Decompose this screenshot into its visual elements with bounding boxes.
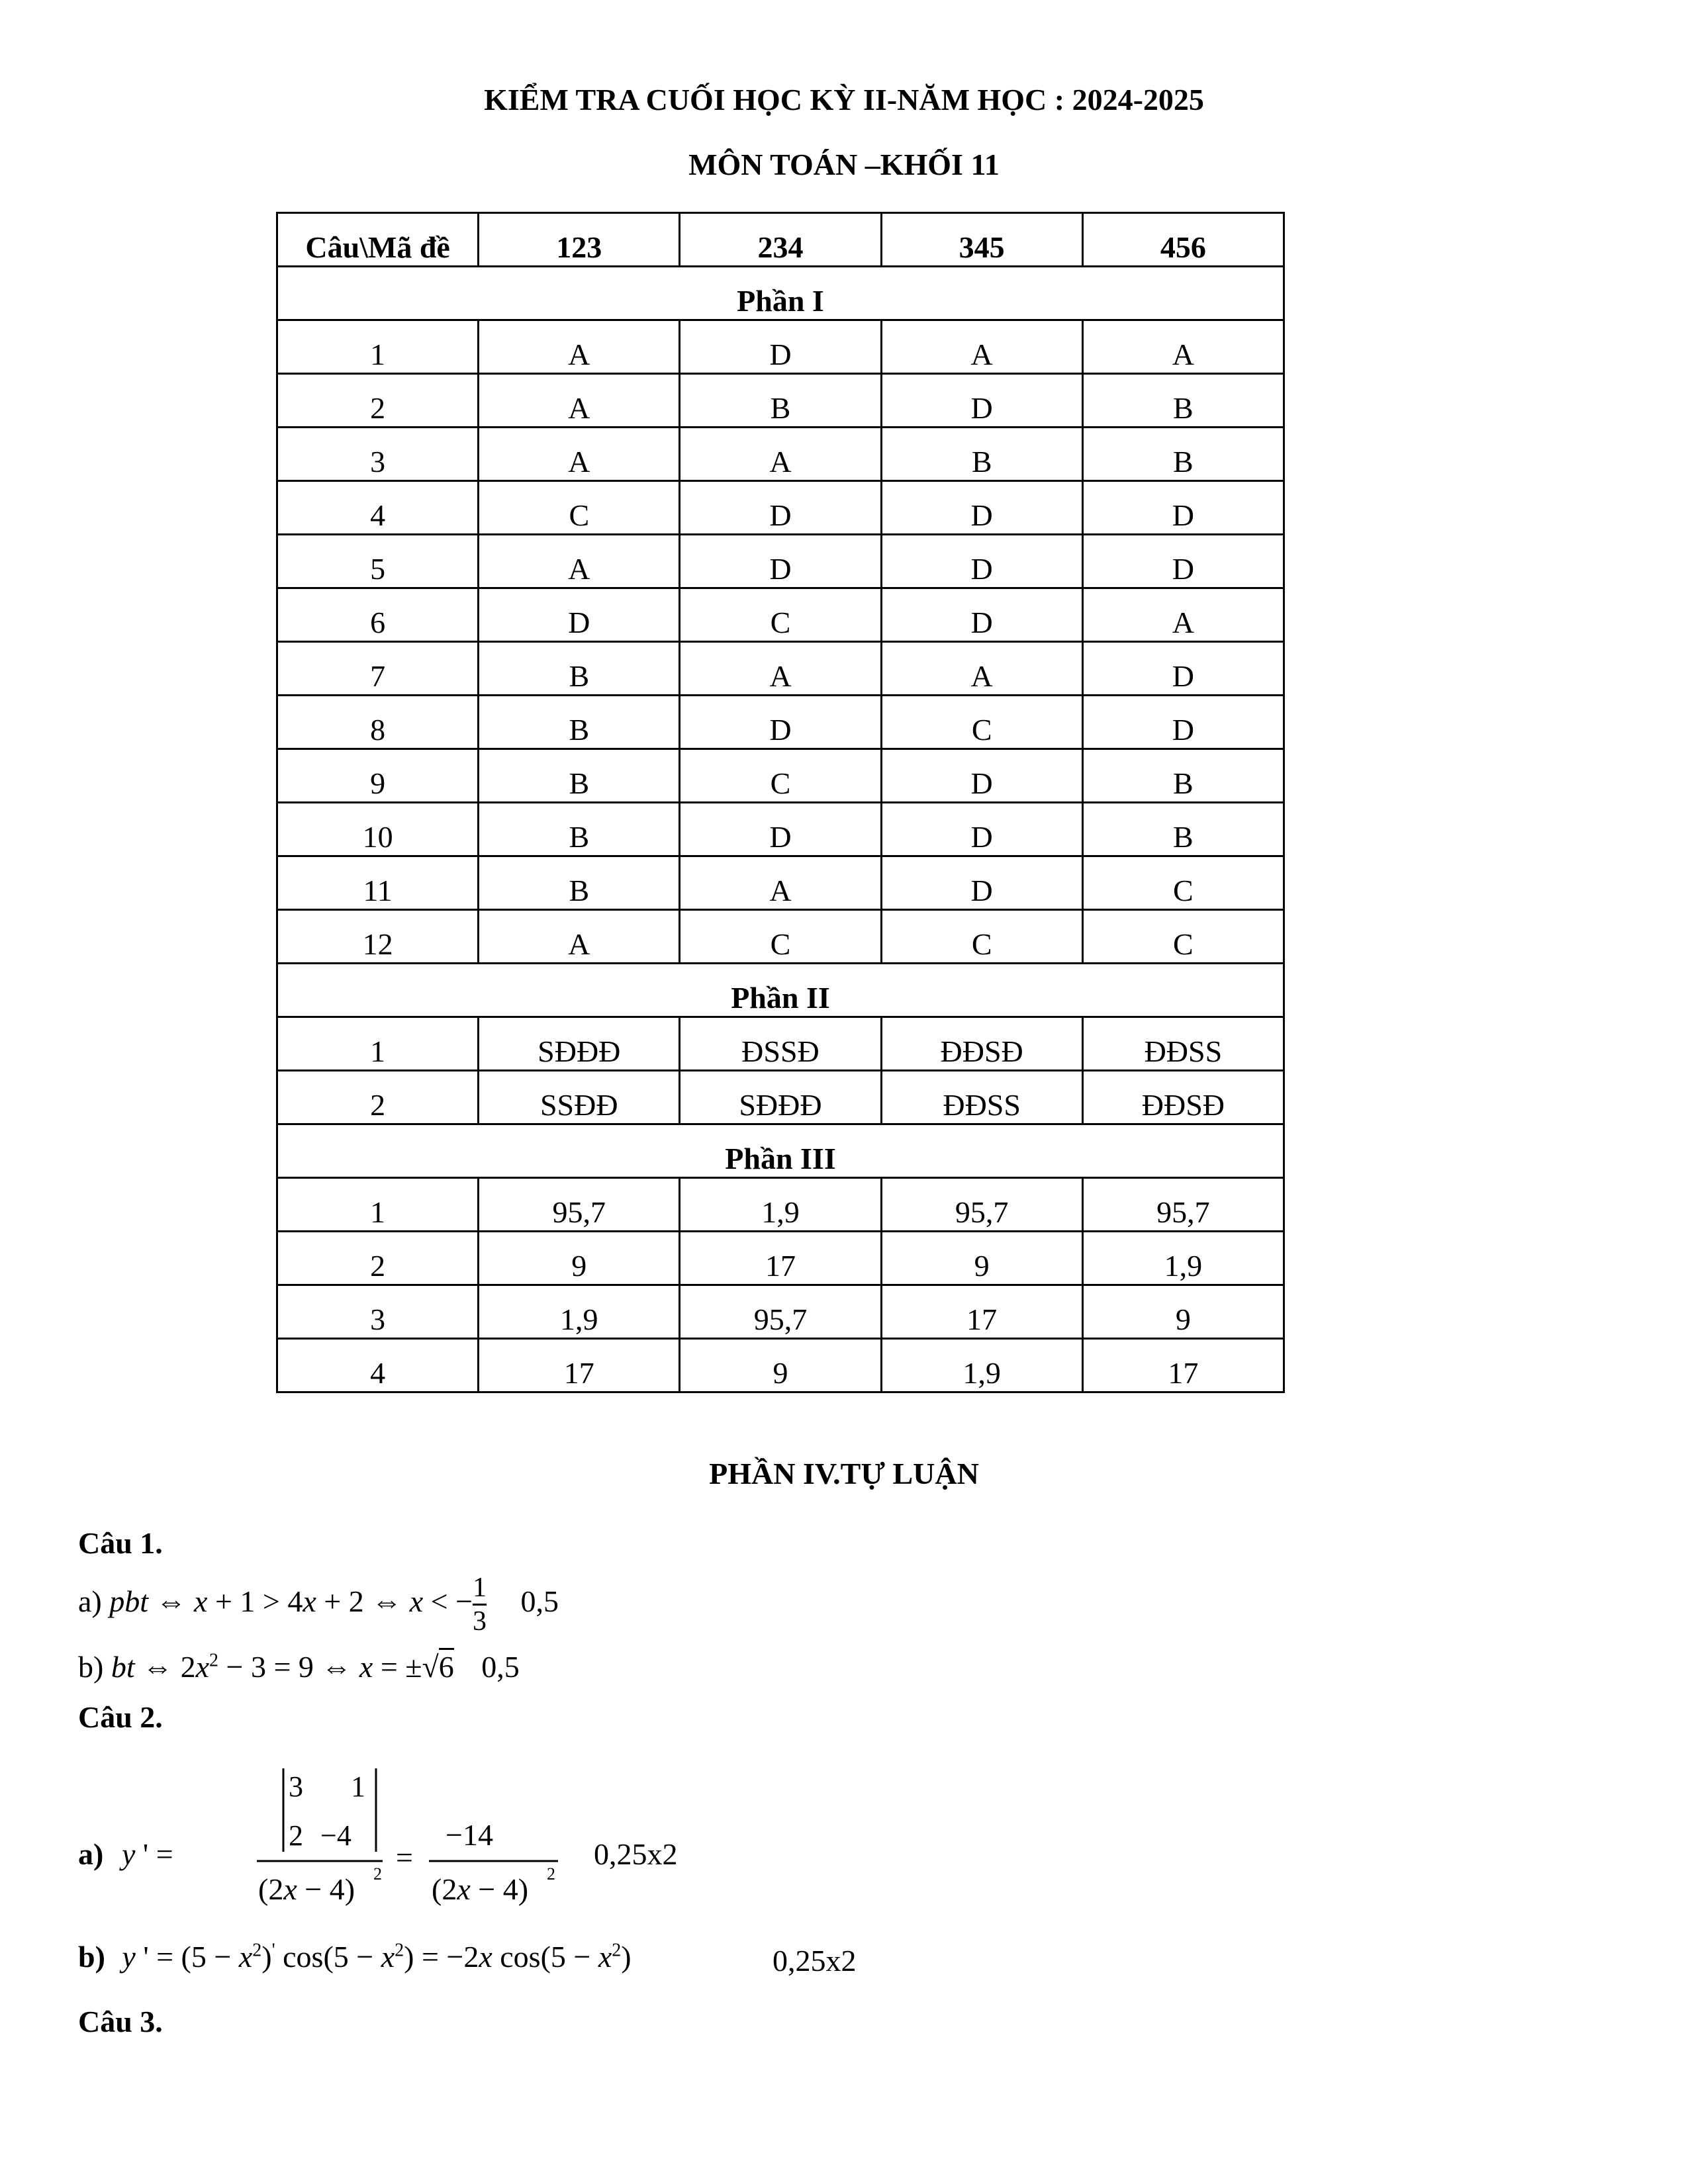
- table-row: [277, 588, 1284, 642]
- answer-cell: D: [881, 803, 1082, 856]
- table-row: [277, 910, 1284, 964]
- q1-a-label: a): [78, 1584, 102, 1619]
- table-row: [277, 1285, 1284, 1339]
- answer-cell: C: [881, 910, 1082, 964]
- table-row: [277, 320, 1284, 374]
- svg-text:2: 2: [289, 1819, 303, 1852]
- q1-b-solution: [78, 1649, 520, 1684]
- answer-cell: SĐĐĐ: [680, 1071, 881, 1124]
- question-number-cell: 1: [277, 1178, 479, 1232]
- section-title: Phần II: [277, 964, 1284, 1017]
- section-row: [277, 267, 1284, 320]
- answer-cell: D: [479, 588, 680, 642]
- table-row: [277, 696, 1284, 749]
- answer-cell: C: [479, 481, 680, 535]
- table-header-row: [277, 213, 1284, 267]
- question-number-cell: 11: [277, 856, 479, 910]
- question-3-label: Câu 3.: [78, 2005, 163, 2038]
- answer-cell: B: [680, 374, 881, 428]
- svg-text:(2x − 4): (2x − 4): [258, 1872, 355, 1906]
- answer-cell: A: [479, 428, 680, 481]
- question-number-cell: 7: [277, 642, 479, 696]
- answer-cell: B: [479, 696, 680, 749]
- answer-cell: A: [479, 535, 680, 588]
- question-number-cell: 12: [277, 910, 479, 964]
- answer-cell: D: [1082, 481, 1284, 535]
- answer-cell: D: [680, 535, 881, 588]
- q1-b-label: b): [78, 1650, 104, 1684]
- question-number-cell: 2: [277, 1071, 479, 1124]
- section-title: Phần I: [277, 267, 1284, 320]
- answer-cell: D: [881, 749, 1082, 803]
- answer-cell: C: [1082, 910, 1284, 964]
- answer-cell: D: [881, 588, 1082, 642]
- question-2-label: Câu 2.: [78, 1700, 163, 1734]
- answer-cell: 1,9: [479, 1285, 680, 1339]
- answer-cell: A: [680, 428, 881, 481]
- section-title: Phần III: [277, 1124, 1284, 1178]
- answer-cell: ĐĐSĐ: [1082, 1071, 1284, 1124]
- answer-cell: B: [479, 642, 680, 696]
- answer-cell: 95,7: [1082, 1178, 1284, 1232]
- q2-b-solution: [78, 1939, 632, 1974]
- question-number-cell: 6: [277, 588, 479, 642]
- question-number-cell: 1: [277, 320, 479, 374]
- answer-cell: 1,9: [881, 1339, 1082, 1392]
- answer-cell: B: [881, 428, 1082, 481]
- q1-a-solution: [78, 1572, 559, 1637]
- answer-cell: C: [680, 910, 881, 964]
- answer-cell: 1,9: [1082, 1232, 1284, 1285]
- question-number-cell: 4: [277, 1339, 479, 1392]
- answer-cell: 9: [479, 1232, 680, 1285]
- answer-cell: A: [479, 374, 680, 428]
- answer-cell: 95,7: [479, 1178, 680, 1232]
- answer-cell: ĐĐSS: [1082, 1017, 1284, 1071]
- answer-cell: C: [881, 696, 1082, 749]
- answer-cell: 9: [680, 1339, 881, 1392]
- table-row: [277, 1339, 1284, 1392]
- table-row: [277, 481, 1284, 535]
- table-row: [277, 749, 1284, 803]
- answer-cell: A: [1082, 588, 1284, 642]
- answer-cell: B: [479, 749, 680, 803]
- svg-text:2: 2: [373, 1864, 382, 1884]
- answer-cell: B: [479, 856, 680, 910]
- header-code-cell: 234: [680, 213, 881, 267]
- answer-cell: D: [1082, 642, 1284, 696]
- page-title: KIỂM TRA CUỐI HỌC KỲ II-NĂM HỌC : 2024-2025: [484, 83, 1204, 116]
- answer-cell: 17: [1082, 1339, 1284, 1392]
- question-number-cell: 8: [277, 696, 479, 749]
- question-number-cell: 3: [277, 1285, 479, 1339]
- answer-cell: D: [881, 535, 1082, 588]
- answer-cell: ĐĐSS: [881, 1071, 1082, 1124]
- answer-cell: ĐĐSĐ: [881, 1017, 1082, 1071]
- section-row: [277, 1124, 1284, 1178]
- answer-cell: B: [479, 803, 680, 856]
- answer-cell: B: [1082, 803, 1284, 856]
- answer-cell: 1,9: [680, 1178, 881, 1232]
- q2-a-label: a): [78, 1837, 104, 1871]
- header-code-cell: 456: [1082, 213, 1284, 267]
- answer-cell: 17: [680, 1232, 881, 1285]
- table-row: [277, 1178, 1284, 1232]
- answer-cell: SSĐĐ: [479, 1071, 680, 1124]
- svg-text:3: 3: [289, 1770, 303, 1803]
- answer-cell: 95,7: [881, 1178, 1082, 1232]
- answer-cell: ĐSSĐ: [680, 1017, 881, 1071]
- svg-text:2: 2: [547, 1864, 555, 1884]
- svg-text:=: =: [396, 1841, 413, 1874]
- q2-a-formula: [177, 1760, 575, 1919]
- svg-text:−14: −14: [445, 1818, 493, 1852]
- answer-cell: D: [680, 481, 881, 535]
- answer-cell: 17: [479, 1339, 680, 1392]
- question-number-cell: 1: [277, 1017, 479, 1071]
- answer-cell: B: [1082, 374, 1284, 428]
- answer-cell: A: [479, 320, 680, 374]
- question-1-label: Câu 1.: [78, 1526, 163, 1560]
- table-row: [277, 1071, 1284, 1124]
- svg-text:(2x − 4): (2x − 4): [432, 1872, 529, 1906]
- q1-a-formula: pbt ⇔ x + 1 > 4x + 2 ⇔ x < − $\frac{1}{3}$: [109, 1572, 487, 1637]
- q2-b-formula: y ' = $(5 - x^2)'$ $\cos(5 - x^2) = -2x$ $\cos(5 - x^2)$: [122, 1940, 632, 1974]
- answer-cell: D: [1082, 696, 1284, 749]
- q2-a-solution: [78, 1760, 674, 1919]
- answer-cell: C: [680, 749, 881, 803]
- answer-cell: D: [680, 320, 881, 374]
- section-row: [277, 964, 1284, 1017]
- table-row: [277, 803, 1284, 856]
- q1-b-formula: bt ⇔ $2x^2 - 3 = 9$ ⇔ x = ±√6: [111, 1650, 454, 1684]
- answer-cell: 95,7: [680, 1285, 881, 1339]
- answer-key-table: [276, 212, 1285, 1393]
- answer-cell: D: [881, 856, 1082, 910]
- q2-a-yprime: y ' =: [122, 1837, 173, 1871]
- q1-b-score: 0,5: [481, 1650, 520, 1684]
- q1-a-score: 0,5: [520, 1584, 559, 1619]
- page-subtitle: MÔN TOÁN –KHỐI 11: [688, 148, 1000, 181]
- q2-b-score: 0,25x2: [773, 1944, 857, 1978]
- answer-cell: A: [881, 320, 1082, 374]
- answer-cell: B: [1082, 428, 1284, 481]
- question-number-cell: 2: [277, 374, 479, 428]
- table-row: [277, 856, 1284, 910]
- svg-text:1: 1: [351, 1770, 365, 1803]
- q2-b-label: b): [78, 1940, 105, 1974]
- q2-a-score: 0,25x2: [594, 1837, 678, 1871]
- question-number-cell: 10: [277, 803, 479, 856]
- answer-cell: 9: [1082, 1285, 1284, 1339]
- answer-cell: A: [881, 642, 1082, 696]
- answer-cell: D: [881, 481, 1082, 535]
- table-row: [277, 1017, 1284, 1071]
- answer-cell: SĐĐĐ: [479, 1017, 680, 1071]
- answer-cell: A: [479, 910, 680, 964]
- answer-cell: A: [680, 856, 881, 910]
- answer-cell: D: [680, 803, 881, 856]
- header-code-cell: 123: [479, 213, 680, 267]
- answer-cell: 17: [881, 1285, 1082, 1339]
- answer-cell: A: [1082, 320, 1284, 374]
- question-number-cell: 9: [277, 749, 479, 803]
- answer-cell: 9: [881, 1232, 1082, 1285]
- header-code-cell: 345: [881, 213, 1082, 267]
- svg-text:−4: −4: [320, 1819, 352, 1852]
- table-row: [277, 642, 1284, 696]
- answer-cell: C: [1082, 856, 1284, 910]
- answer-cell: D: [1082, 535, 1284, 588]
- answer-cell: C: [680, 588, 881, 642]
- table-row: [277, 535, 1284, 588]
- question-number-cell: 4: [277, 481, 479, 535]
- answer-cell: D: [881, 374, 1082, 428]
- header-corner-cell: Câu\Mã đề: [277, 213, 479, 267]
- essay-section-title: PHẦN IV.TỰ LUẬN: [709, 1457, 979, 1490]
- answer-cell: B: [1082, 749, 1284, 803]
- table-row: [277, 1232, 1284, 1285]
- table-row: [277, 428, 1284, 481]
- table-row: [277, 374, 1284, 428]
- question-number-cell: 5: [277, 535, 479, 588]
- answer-cell: D: [680, 696, 881, 749]
- question-number-cell: 3: [277, 428, 479, 481]
- answer-cell: A: [680, 642, 881, 696]
- question-number-cell: 2: [277, 1232, 479, 1285]
